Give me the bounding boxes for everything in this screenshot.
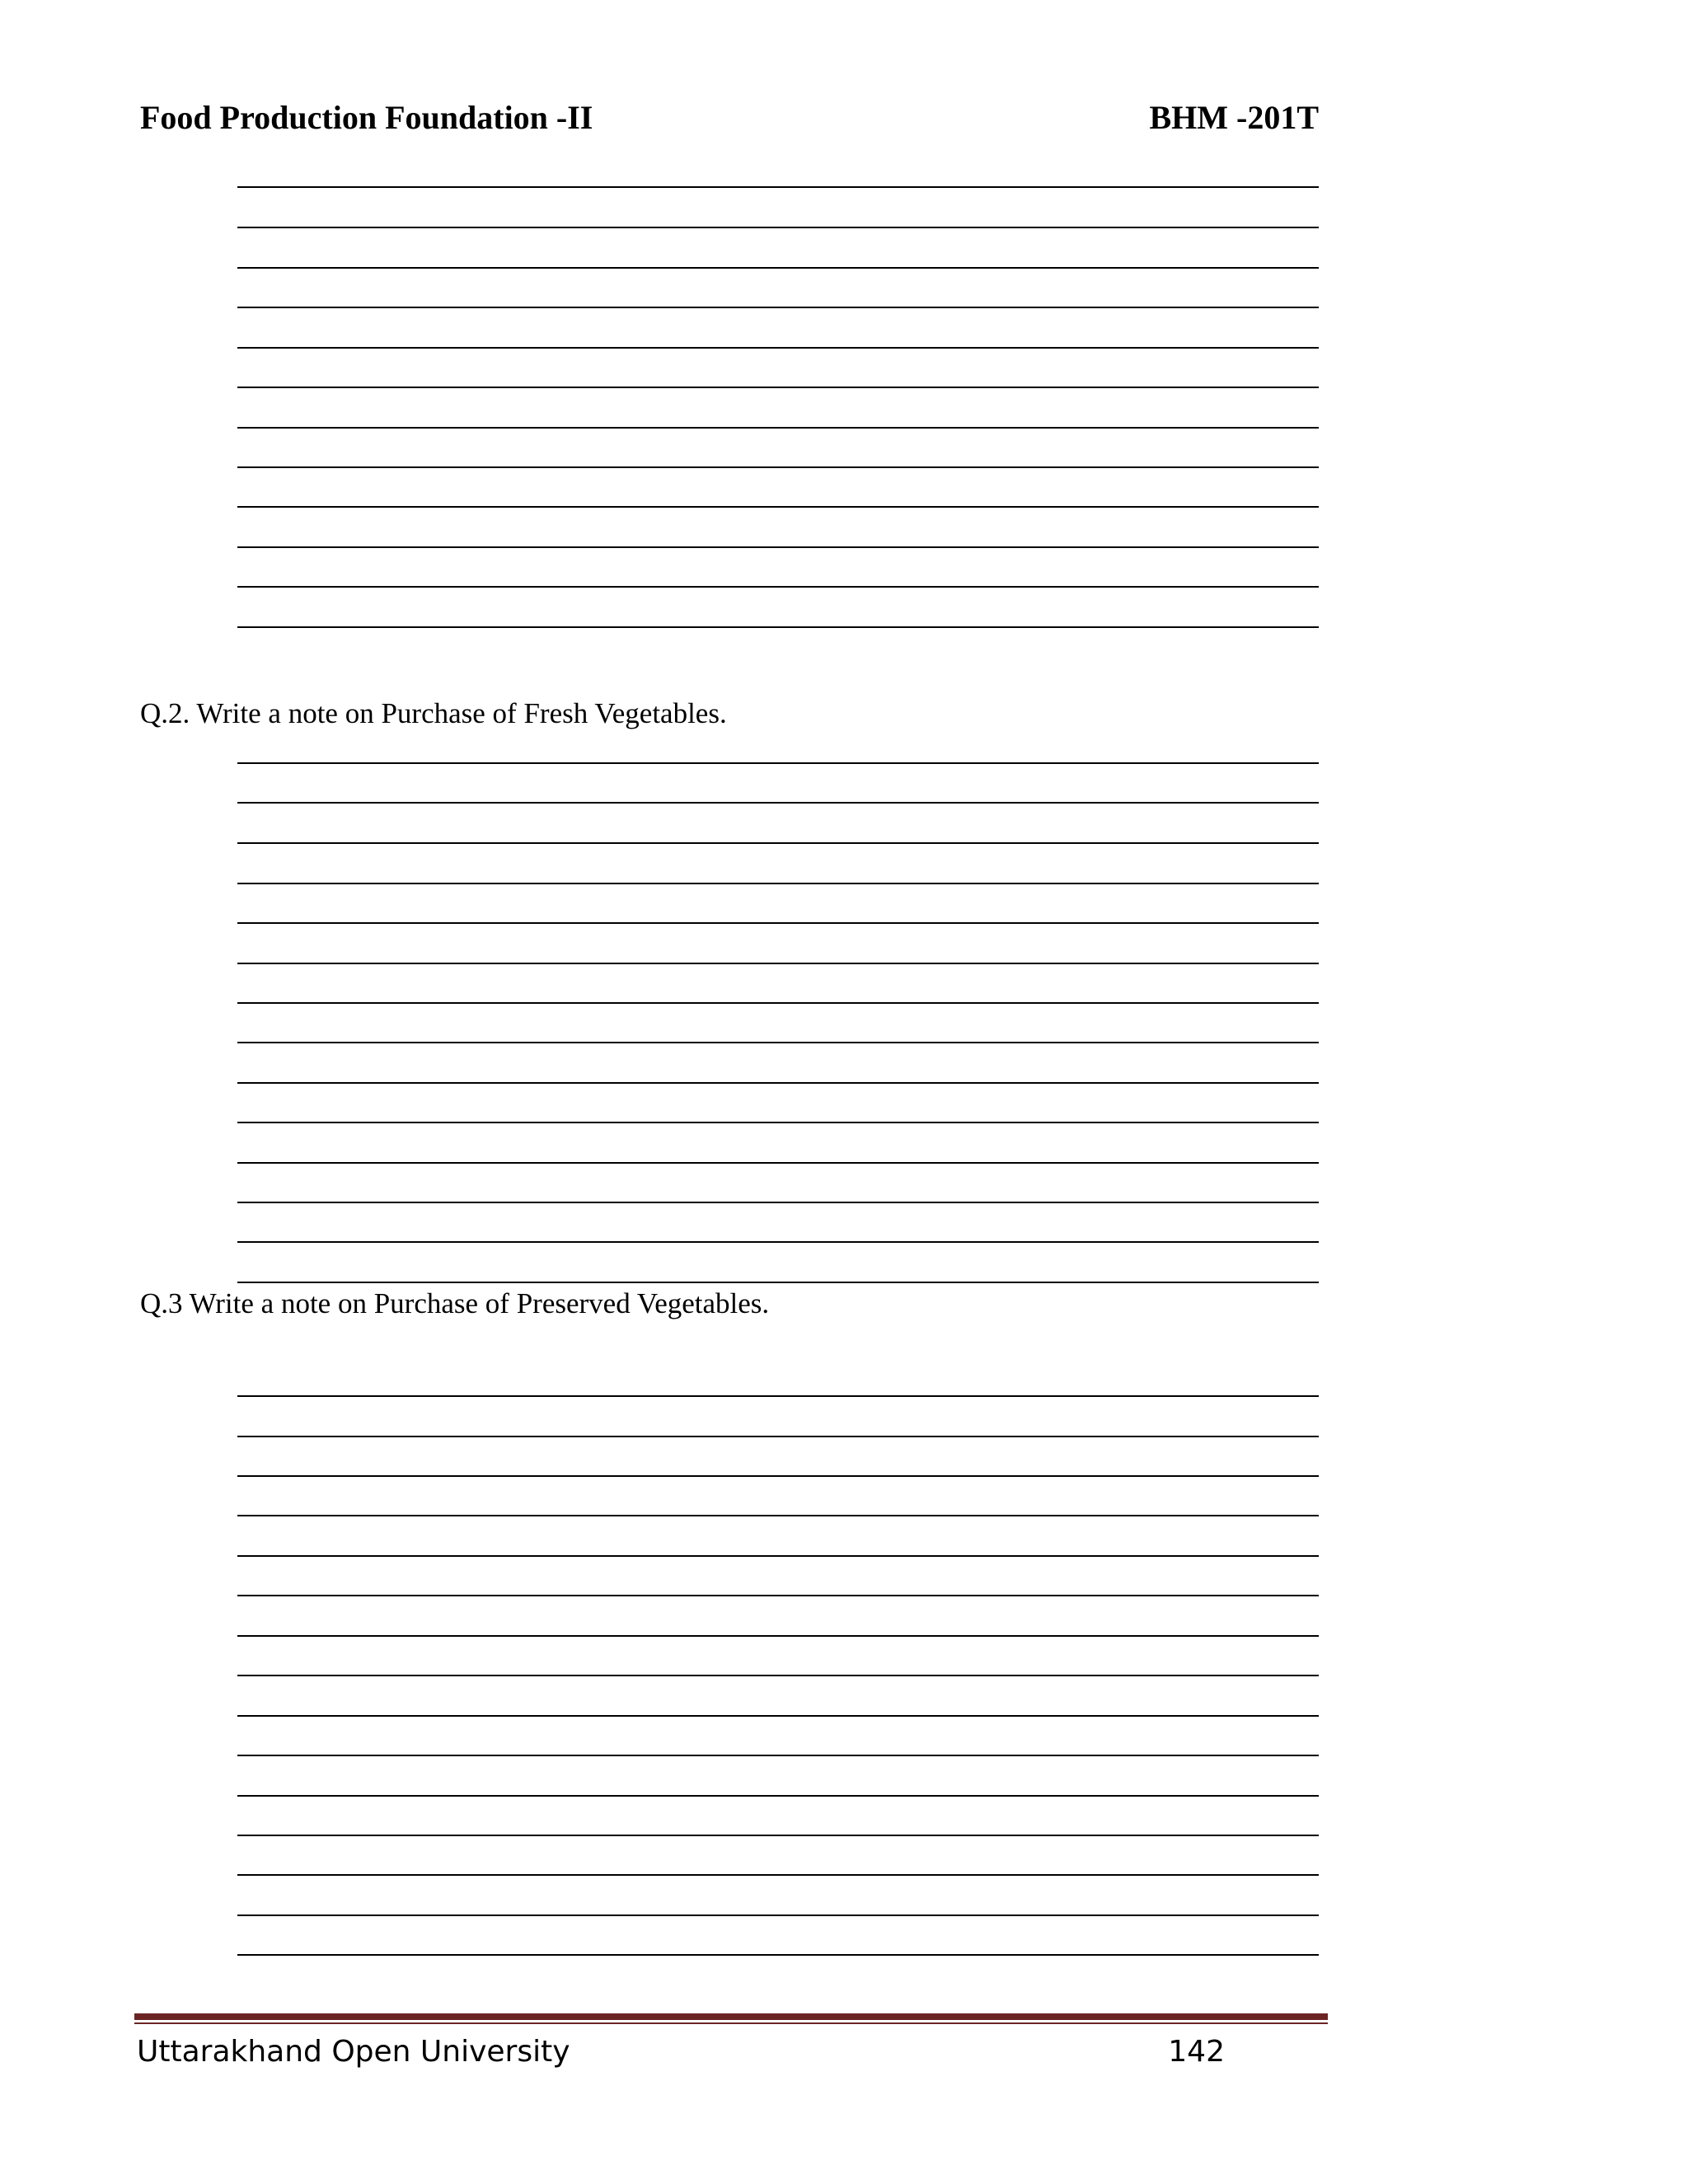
answer-line	[237, 347, 1319, 349]
answer-line	[237, 1241, 1319, 1243]
answer-line	[237, 387, 1319, 388]
answer-line	[237, 1874, 1319, 1876]
answer-line	[237, 227, 1319, 228]
answer-line	[237, 1595, 1319, 1596]
answer-line	[237, 1002, 1319, 1004]
page-number: 142	[1168, 2035, 1225, 2069]
answer-line	[237, 762, 1319, 764]
answer-line	[237, 1436, 1319, 1437]
answer-line	[237, 1795, 1319, 1797]
answer-line	[237, 1715, 1319, 1717]
answer-line	[237, 1395, 1319, 1397]
answer-line	[237, 1122, 1319, 1123]
answer-line	[237, 1162, 1319, 1164]
answer-line	[237, 586, 1319, 588]
course-title: Food Production Foundation -II	[140, 99, 593, 136]
answer-line	[237, 626, 1319, 628]
answer-line	[237, 1755, 1319, 1756]
page-header	[140, 97, 1319, 138]
answer-line	[237, 546, 1319, 548]
answer-line	[237, 1555, 1319, 1557]
answer-line	[237, 427, 1319, 429]
answer-line	[237, 922, 1319, 924]
answer-line	[237, 1515, 1319, 1516]
answer-line	[237, 1475, 1319, 1477]
answer-line	[237, 1835, 1319, 1836]
answer-line	[237, 1082, 1319, 1084]
answer-line	[237, 267, 1319, 269]
question-3: Q.3 Write a note on Purchase of Preserved Vegetables.	[140, 1287, 770, 1319]
answer-line	[237, 1915, 1319, 1916]
answer-line	[237, 1635, 1319, 1637]
question-2: Q.2. Write a note on Purchase of Fresh Vegetables.	[140, 697, 727, 729]
answer-line	[237, 1954, 1319, 1956]
answer-line	[237, 1675, 1319, 1676]
answer-line	[237, 842, 1319, 844]
answer-line	[237, 1282, 1319, 1283]
university-name: Uttarakhand Open University	[137, 2035, 570, 2069]
answer-line	[237, 883, 1319, 884]
answer-line	[237, 963, 1319, 964]
answer-line	[237, 186, 1319, 188]
answer-line	[237, 1202, 1319, 1203]
page-footer	[137, 2032, 1225, 2073]
answer-line	[237, 802, 1319, 804]
footer-rule	[134, 2013, 1328, 2020]
answer-line	[237, 466, 1319, 468]
answer-line	[237, 506, 1319, 508]
answer-line	[237, 307, 1319, 308]
answer-line	[237, 1042, 1319, 1043]
footer-rule-thin	[134, 2022, 1328, 2024]
course-code: BHM -201T	[1149, 99, 1319, 136]
